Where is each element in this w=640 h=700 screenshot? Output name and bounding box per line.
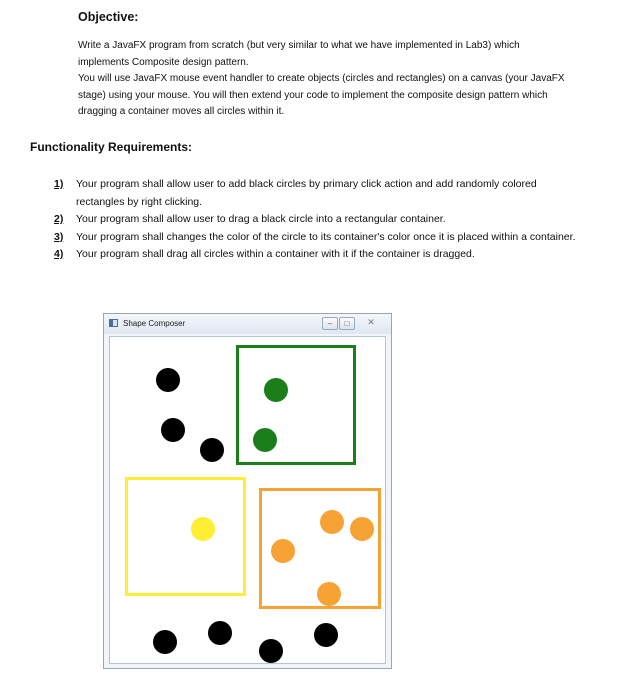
orange-circle[interactable] [271,539,295,563]
black-circle[interactable] [208,621,232,645]
requirement-number: 2) [54,213,64,225]
requirement-item [54,176,584,211]
drawing-canvas[interactable] [109,336,386,664]
yellow-container[interactable] [125,477,246,596]
shape-composer-window [103,313,392,669]
black-circle[interactable] [156,368,180,392]
app-window-icon [109,319,118,327]
orange-circle[interactable] [317,582,341,606]
requirement-text: Your program shall drag all circles within a container with it if the container is dragged. [76,248,475,260]
objective-paragraph: Write a JavaFX program from scratch (but very similar to what we have implemented in Lab3) which implements Composite design pattern. [78,40,520,68]
black-circle[interactable] [314,623,338,647]
green-circle[interactable] [253,428,277,452]
objective-body [78,38,568,121]
minimize-icon[interactable]: – [322,317,338,330]
objective-paragraph: You will use JavaFX mouse event handler to create objects (circles and rectangles) on a canvas (your JavaFX stage) using your mouse. You will then extend your code to implement the composite design pattern which dragging a container moves all circles within it. [78,73,565,117]
maximize-icon[interactable]: □ [339,317,355,330]
requirement-number: 1) [54,178,64,190]
black-circle[interactable] [200,438,224,462]
requirement-text: Your program shall changes the color of the circle to its container's color once it is placed within a container. [76,230,576,243]
black-circle[interactable] [259,639,283,663]
orange-circle[interactable] [320,510,344,534]
green-circle[interactable] [264,378,288,402]
window-titlebar[interactable] [104,314,391,334]
requirements-heading: Functionality Requirements: [30,140,193,154]
requirement-number: 3) [54,230,64,243]
requirement-text: Your program shall allow user to drag a black circle into a rectangular container. [76,213,446,225]
requirement-item [54,211,584,229]
requirement-number: 4) [54,248,64,260]
close-icon[interactable]: ✕ [367,317,375,327]
black-circle[interactable] [161,418,185,442]
objective-heading: Objective: [78,10,139,24]
window-title: Shape Composer [123,319,186,328]
green-container[interactable] [236,345,356,465]
requirement-item [54,229,584,247]
requirement-item [54,246,584,264]
requirements-list [54,176,584,264]
yellow-circle[interactable] [191,517,215,541]
orange-circle[interactable] [350,517,374,541]
black-circle[interactable] [153,630,177,654]
requirement-text: Your program shall allow user to add black circles by primary click action and add randomly colored rectangles by right clicking. [76,178,537,208]
